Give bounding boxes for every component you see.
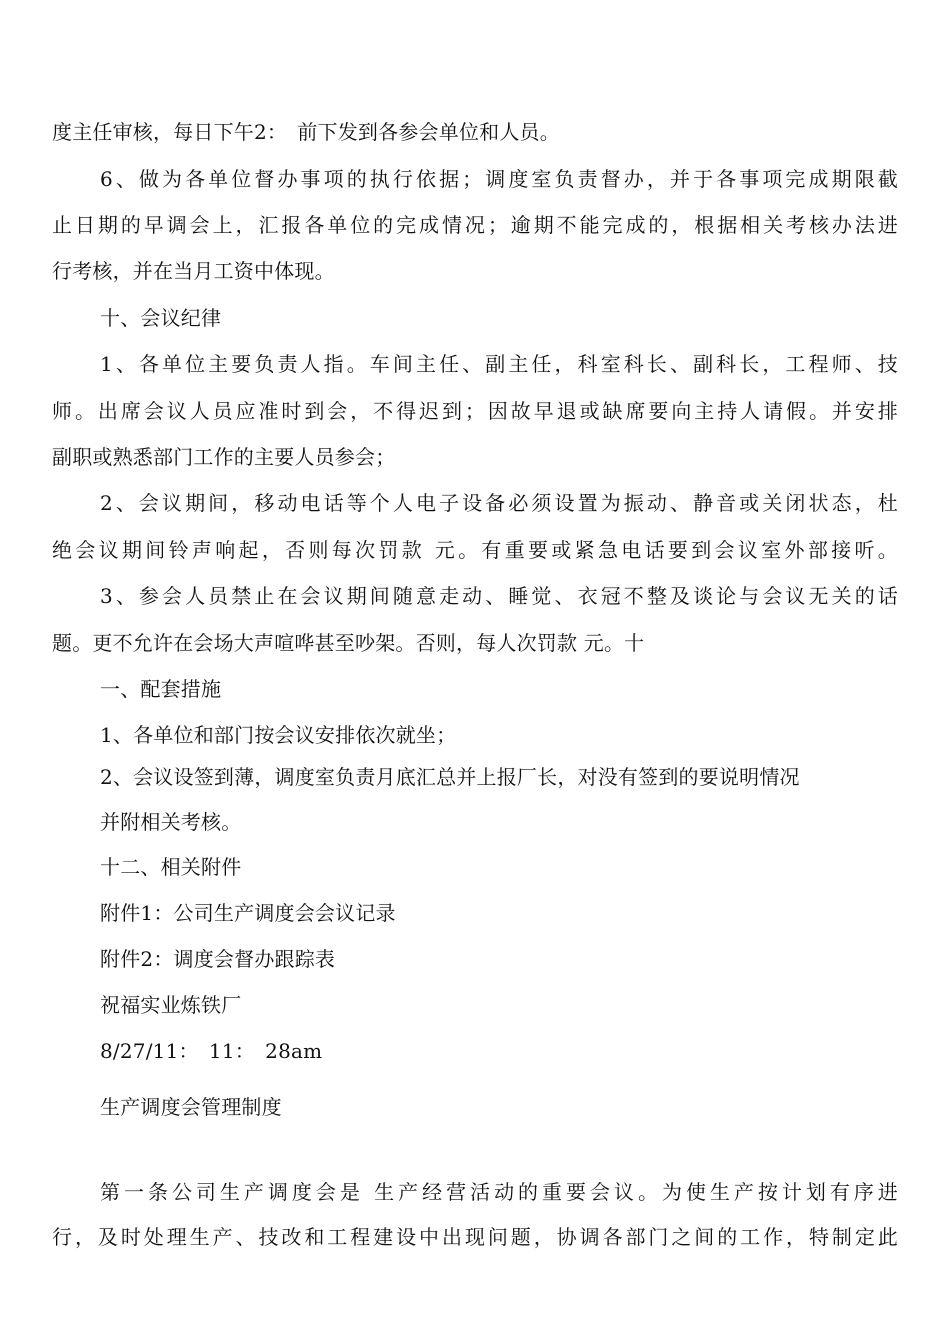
text-line: 并附相关考核。	[100, 810, 242, 834]
document-title: 生产调度会管理制度	[100, 1095, 282, 1119]
text-line: 1、各单位主要负责人指。车间主任、副主任，科室科长、副科长，工程师、技	[100, 352, 898, 376]
section-heading: 十、会议纪律	[100, 306, 222, 330]
text-line: 6、做为各单位督办事项的执行依据；调度室负责督办，并于各事项完成期限截	[100, 167, 898, 191]
attachment-line: 附件1：公司生产调度会会议记录	[100, 901, 396, 925]
attachment-line: 附件2：调度会督办跟踪表	[100, 947, 336, 971]
text-line: 题。更不允许在会场大声喧哗甚至吵架。否则，每人次罚款 元。十	[52, 631, 645, 655]
text-line: 第一条公司生产调度会是 生产经营活动的重要会议。为使生产按计划有序进	[100, 1180, 898, 1204]
signature-organization: 祝福实业炼铁厂	[100, 993, 242, 1017]
text-line: 度主任审核，每日下午2： 前下发到各参会单位和人员。	[52, 120, 560, 144]
section-heading: 十二、相关附件	[100, 855, 242, 879]
text-line: 行，及时处理生产、技改和工程建设中出现问题，协调各部门之间的工作，特制定此	[52, 1225, 898, 1249]
text-line: 师。出席会议人员应准时到会，不得迟到；因故早退或缺席要向主持人请假。并安排	[52, 399, 898, 423]
signature-date: 8/27/11： 11： 28am	[100, 1039, 323, 1063]
text-line: 3、参会人员禁止在会议期间随意走动、睡觉、衣冠不整及谈论与会议无关的话	[100, 584, 898, 608]
text-line: 副职或熟悉部门工作的主要人员参会；	[52, 445, 396, 469]
text-line: 绝会议期间铃声响起，否则每次罚款 元。有重要或紧急电话要到会议室外部接听。	[52, 538, 898, 562]
text-line: 行考核，并在当月工资中体现。	[52, 259, 335, 283]
text-line: 1、各单位和部门按会议安排依次就坐；	[100, 723, 457, 747]
text-line: 止日期的早调会上，汇报各单位的完成情况；逾期不能完成的，根据相关考核办法进	[52, 213, 898, 237]
text-line: 2、会议期间，移动电话等个人电子设备必须设置为振动、静音或关闭状态，杜	[100, 491, 898, 515]
text-line: 2、会议设签到薄，调度室负责月底汇总并上报厂长，对没有签到的要说明情况	[100, 765, 800, 789]
section-heading: 一、配套措施	[100, 677, 222, 701]
